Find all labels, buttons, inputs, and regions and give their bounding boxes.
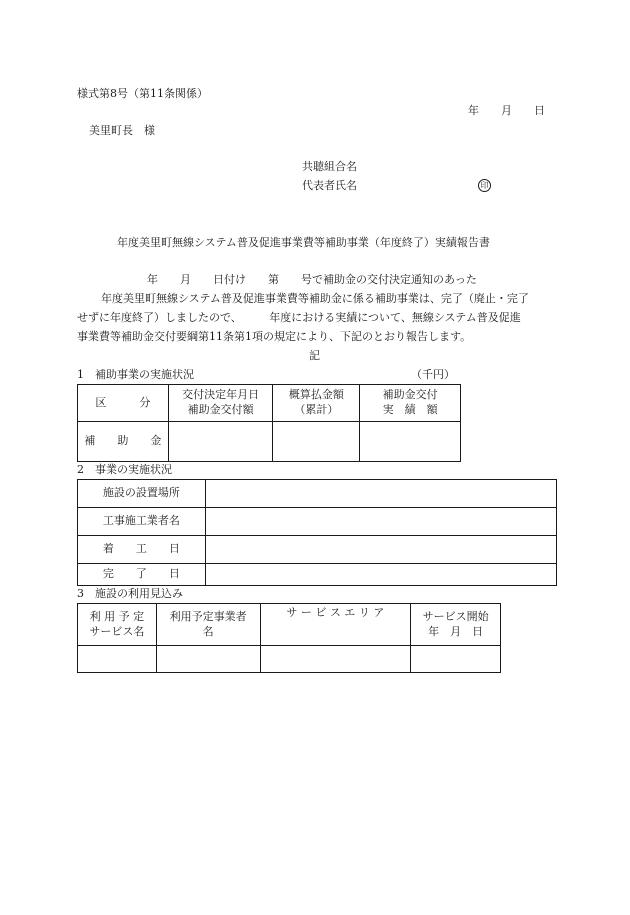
addressee: 美里町長 様 bbox=[89, 124, 155, 137]
value-start-date bbox=[205, 536, 556, 564]
cell-service-area bbox=[260, 646, 411, 673]
section1-unit: （千円） bbox=[411, 368, 455, 381]
cell-decision-amount bbox=[168, 422, 273, 462]
table-row bbox=[78, 480, 557, 508]
date-line: 年 月 日 bbox=[468, 104, 545, 117]
header-service-name: 利 用 予 定 サービス名 bbox=[78, 604, 157, 646]
section1-heading: 1 補助事業の実施状況 bbox=[77, 368, 194, 381]
body-line-1: 年 月 日付け 第 号で補助金の交付決定通知のあった bbox=[147, 273, 477, 286]
body-line-2: 年度美里町無線システム普及促進事業費等補助金に係る補助事業は、完了（廃止・完了 bbox=[101, 292, 529, 305]
table-header-row bbox=[78, 385, 461, 422]
header-service-start: サービス開始 年 月 日 bbox=[411, 604, 501, 646]
implementation-status-table bbox=[77, 384, 461, 462]
header-service-area: サ ー ビ ス エ リ ア bbox=[260, 604, 411, 646]
body-line-3: せずに年度終了）しましたので、 年度における実績について、無線システム普及促進 bbox=[77, 311, 521, 324]
seal-mark: 印 bbox=[478, 179, 491, 192]
cell-actual-amount bbox=[360, 422, 461, 462]
representative-name-label: 代表者氏名 bbox=[302, 179, 357, 192]
table-row bbox=[78, 508, 557, 536]
facility-usage-table bbox=[77, 603, 501, 673]
header-operator-name: 利用予定事業者 名 bbox=[156, 604, 260, 646]
section3-heading: 3 施設の利用見込み bbox=[77, 587, 183, 600]
table-header-row bbox=[78, 604, 501, 646]
table-row bbox=[78, 646, 501, 673]
body-line-4: 事業費等補助金交付要綱第11条第1項の規定により、下記のとおり報告します。 bbox=[77, 330, 472, 343]
cell-approx-payment bbox=[273, 422, 360, 462]
header-actual-amount: 補助金交付 実 績 額 bbox=[360, 385, 461, 422]
table-row bbox=[78, 422, 461, 462]
cell-operator-name bbox=[156, 646, 260, 673]
table-row bbox=[78, 564, 557, 586]
cell-service-start bbox=[411, 646, 501, 673]
table-row bbox=[78, 536, 557, 564]
header-decision: 交付決定年月日 補助金交付額 bbox=[168, 385, 273, 422]
row-label-subsidy: 補 助 金 bbox=[78, 422, 169, 462]
value-site-location bbox=[205, 480, 556, 508]
value-contractor bbox=[205, 508, 556, 536]
cell-service-name bbox=[78, 646, 157, 673]
label-start-date: 着 工 日 bbox=[78, 536, 206, 564]
label-contractor: 工事施工業者名 bbox=[78, 508, 206, 536]
form-number: 様式第8号（第11条関係） bbox=[77, 87, 208, 100]
section2-heading: 2 事業の実施状況 bbox=[77, 463, 172, 476]
project-status-table bbox=[77, 479, 557, 586]
value-completion-date bbox=[205, 564, 556, 586]
header-category: 区 分 bbox=[78, 385, 169, 422]
label-completion-date: 完 了 日 bbox=[78, 564, 206, 586]
label-site-location: 施設の設置場所 bbox=[78, 480, 206, 508]
document-title: 年度美里町無線システム普及促進事業費等補助事業（年度終了）実績報告書 bbox=[117, 236, 490, 249]
association-name-label: 共聴組合名 bbox=[302, 160, 357, 173]
ki-marker: 記 bbox=[309, 349, 320, 362]
header-approx-payment: 概算払金額 （累計） bbox=[273, 385, 360, 422]
